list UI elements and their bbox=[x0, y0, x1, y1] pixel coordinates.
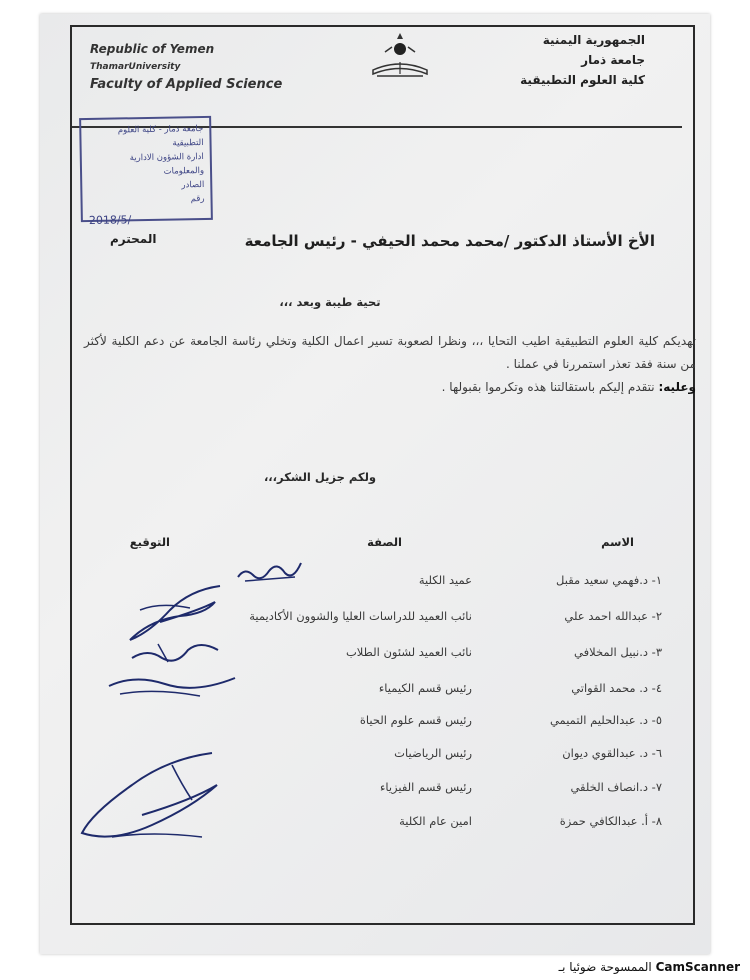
signatory-name: ١- د.فهمي سعيد مقبل bbox=[556, 573, 662, 587]
stamp-line-2: ادارة الشؤون الادارية والمعلومات bbox=[129, 151, 205, 177]
university-logo-icon bbox=[365, 30, 435, 80]
signatory-role: نائب العميد للدراسات العليا والشوون الأكاديمية bbox=[249, 609, 472, 623]
signatory-name: ٧- د.انصاف الخلقي bbox=[570, 780, 662, 794]
arabic-letterhead bbox=[520, 30, 645, 90]
signatory-role: رئيس قسم علوم الحياة bbox=[359, 713, 472, 727]
column-header-name: الاسم bbox=[601, 535, 634, 549]
signatory-role: رئيس الرياضيات bbox=[394, 746, 472, 760]
stamp-line-1: جامعة ذمار - كلية العلوم التطبيقية bbox=[117, 123, 204, 149]
column-header-signature: التوقيع bbox=[129, 535, 170, 549]
signatory-role: رئيس قسم الكيمياء bbox=[378, 681, 472, 695]
respected-label: المحترم bbox=[110, 232, 157, 246]
signature-3-icon bbox=[128, 636, 228, 668]
signatory-role: رئيس قسم الفيزياء bbox=[379, 780, 472, 794]
en-university: ThamarUniversity bbox=[90, 62, 181, 72]
letter-body bbox=[84, 330, 696, 399]
addressee: الأخ الأستاذ الدكتور /محمد محمد الحيفي - رئيس الجامعة bbox=[244, 232, 655, 250]
stamp-line-4: رقم bbox=[190, 193, 205, 205]
column-header-role: الصفة bbox=[367, 535, 402, 549]
signatory-name: ٢- عبدالله احمد علي bbox=[564, 609, 662, 623]
en-faculty: Faculty of Applied Science bbox=[90, 77, 283, 92]
ar-country: الجمهورية اليمنية bbox=[542, 33, 645, 47]
signatory-name: ٣- د.نبيل المخلافي bbox=[574, 645, 662, 659]
english-letterhead bbox=[90, 40, 300, 94]
signatory-name: ٨- أ. عبدالكافي حمزة bbox=[559, 814, 662, 828]
signatory-name: ٦- د. عبدالقوي ديوان bbox=[562, 746, 662, 760]
camscanner-watermark bbox=[520, 960, 740, 974]
closing-thanks: ولكم جزيل الشكر،،، bbox=[263, 470, 377, 484]
ar-university: جامعة ذمار bbox=[581, 53, 645, 67]
signatory-role: امين عام الكلية bbox=[399, 814, 472, 828]
signature-4-icon bbox=[105, 668, 240, 702]
en-country: Republic of Yemen bbox=[90, 42, 215, 56]
signatory-role: نائب العميد لشئون الطلاب bbox=[345, 645, 472, 659]
body-p2-text: نتقدم إليكم باستقالتنا هذه وتكرموا بقبولها . bbox=[441, 380, 659, 394]
incoming-stamp bbox=[79, 116, 213, 228]
body-paragraph-2 bbox=[84, 376, 696, 399]
body-lead: وعليه: bbox=[658, 380, 696, 394]
signature-1-icon bbox=[235, 555, 305, 590]
watermark-prefix: الممسوحة ضوئيا بـ bbox=[558, 960, 652, 974]
signatory-role: عميد الكلية bbox=[418, 573, 472, 587]
signatory-row bbox=[72, 705, 662, 741]
stamp-date: 2018/5/ bbox=[88, 213, 132, 228]
stamp-line-3: الصادر bbox=[181, 179, 205, 191]
watermark-brand: CamScanner bbox=[655, 960, 740, 974]
signature-5-icon bbox=[72, 745, 232, 850]
body-paragraph-1: تهديكم كلية العلوم التطبيقية اطيب التحايا ،،، ونظرا لصعوبة تسير اعمال الكلية وتخلي رئاسة الجامعة عن دعم الكلية لأكثر من سنة فقد تعذر استمررنا في عملنا . bbox=[84, 334, 696, 371]
signatory-name: ٤- د. محمد القواتي bbox=[571, 681, 662, 695]
ar-faculty: كلية العلوم التطبيقية bbox=[520, 73, 645, 87]
signatory-name: ٥- د. عبدالحليم التميمي bbox=[549, 713, 662, 727]
greeting: تحية طيبة وبعد ،،، bbox=[279, 295, 381, 309]
